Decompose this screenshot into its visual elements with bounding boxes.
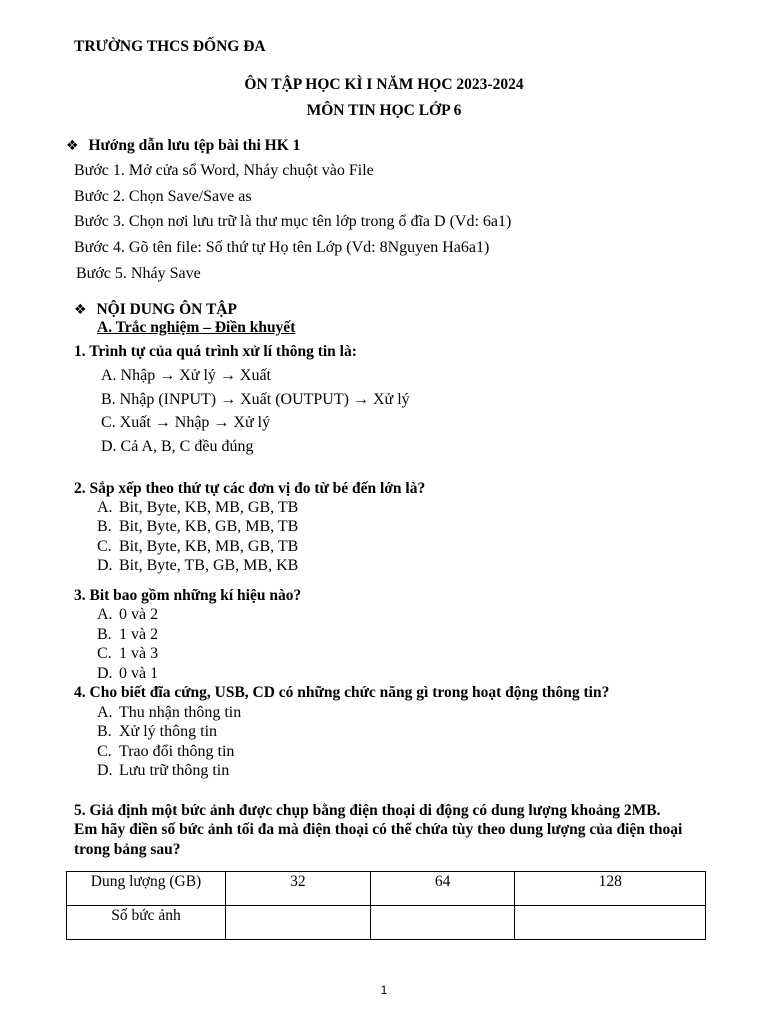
- answer-option: [97, 665, 158, 683]
- option-text: Thu nhận thông tin: [119, 704, 242, 721]
- option-letter: C.: [97, 743, 112, 760]
- table-cell-blank: [370, 906, 515, 940]
- table-cell: 128: [515, 872, 706, 906]
- question-1: 1. Trình tự của quá trình xử lí thông tin là:: [74, 343, 357, 360]
- table-cell: 64: [370, 872, 515, 906]
- table-cell: 32: [226, 872, 371, 906]
- guide-step: Bước 1. Mở cửa sổ Word, Nháy chuột vào File: [74, 162, 374, 179]
- question-5-line: Em hãy điền số bức ảnh tối đa mà điện thoại có thể chứa tùy theo dung lượng của điện thoại: [74, 821, 683, 838]
- option-text: 1 và 2: [119, 626, 159, 643]
- option-text: Trao đổi thông tin: [119, 743, 235, 760]
- option-letter: C.: [97, 645, 112, 662]
- answer-option: [97, 557, 298, 575]
- question-5-line: 5. Giả định một bức ảnh được chụp bằng điện thoại di động có dung lượng khoảng 2MB.: [74, 802, 661, 819]
- capacity-table: [66, 871, 706, 940]
- document-title: ÔN TẬP HỌC KÌ I NĂM HỌC 2023-2024: [244, 76, 524, 93]
- option-letter: D.: [97, 557, 113, 574]
- diamond-bullet-icon: ❖: [74, 302, 87, 318]
- option-text: 0 và 2: [119, 606, 159, 623]
- option-text: Bit, Byte, TB, GB, MB, KB: [119, 557, 299, 574]
- table-cell: Dung lượng (GB): [67, 872, 226, 906]
- content-heading-text: NỘI DUNG ÔN TẬP: [96, 301, 237, 318]
- answer-option: [97, 762, 229, 780]
- diamond-bullet-icon: ❖: [66, 138, 79, 154]
- answer-option: [97, 518, 298, 536]
- option-letter: A.: [97, 606, 113, 623]
- question-2: 2. Sắp xếp theo thứ tự các đơn vị đo từ bé đến lớn là?: [74, 480, 426, 497]
- guide-step: Bước 5. Nháy Save: [76, 265, 201, 282]
- answer-option: C. Xuất → Nhập → Xử lý: [101, 414, 271, 431]
- answer-option: B. Nhập (INPUT) → Xuất (OUTPUT) → Xử lý: [101, 391, 410, 408]
- option-text: Bit, Byte, KB, GB, MB, TB: [119, 518, 299, 535]
- guide-step: Bước 3. Chọn nơi lưu trữ là thư mục tên lớp trong ổ đĩa D (Vd: 6a1): [74, 213, 512, 230]
- option-letter: A.: [97, 704, 113, 721]
- question-3: 3. Bit bao gồm những kí hiệu nào?: [74, 587, 302, 604]
- option-text: Bit, Byte, KB, MB, GB, TB: [119, 538, 299, 555]
- answer-option: [97, 704, 241, 722]
- content-heading: [74, 301, 237, 319]
- answer-option: [97, 626, 158, 644]
- table-row: [67, 906, 706, 940]
- subject-title: MÔN TIN HỌC LỚP 6: [306, 102, 462, 119]
- option-letter: A.: [97, 499, 113, 516]
- answer-option: [97, 606, 158, 624]
- option-letter: D.: [97, 762, 113, 779]
- guide-step: Bước 4. Gõ tên file: Số thứ tự Họ tên Lớp (Vd: 8Nguyen Ha6a1): [74, 239, 490, 256]
- option-letter: B.: [97, 518, 112, 535]
- answer-option: [97, 645, 158, 663]
- table-cell-blank: [515, 906, 706, 940]
- answer-option: [97, 499, 298, 517]
- guide-heading-text: Hướng dẫn lưu tệp bài thi HK 1: [88, 137, 301, 154]
- guide-heading: [66, 137, 300, 155]
- answer-option: A. Nhập → Xử lý → Xuất: [101, 367, 271, 384]
- answer-option: [97, 743, 234, 761]
- school-name: TRƯỜNG THCS ĐỐNG ĐA: [74, 38, 266, 55]
- table-row: [67, 872, 706, 906]
- option-letter: C.: [97, 538, 112, 555]
- page-number: 1: [380, 983, 388, 997]
- answer-option: D. Cả A, B, C đều đúng: [101, 438, 254, 455]
- option-letter: D.: [97, 665, 113, 682]
- question-4: 4. Cho biết đĩa cứng, USB, CD có những chức năng gì trong hoạt động thông tin?: [74, 684, 610, 701]
- option-text: 1 và 3: [119, 645, 159, 662]
- option-text: Lưu trữ thông tin: [119, 762, 230, 779]
- option-text: 0 và 1: [119, 665, 159, 682]
- option-text: Bit, Byte, KB, MB, GB, TB: [119, 499, 299, 516]
- answer-option: [97, 538, 298, 556]
- question-5-line: trong bảng sau?: [74, 841, 181, 858]
- table-cell-blank: [226, 906, 371, 940]
- option-letter: B.: [97, 723, 112, 740]
- option-text: Xử lý thông tin: [119, 723, 218, 740]
- section-a-heading: A. Trắc nghiệm – Điền khuyết: [97, 319, 296, 336]
- answer-option: [97, 723, 217, 741]
- table-cell: Số bức ảnh: [67, 906, 226, 940]
- option-letter: B.: [97, 626, 112, 643]
- guide-step: Bước 2. Chọn Save/Save as: [74, 188, 252, 205]
